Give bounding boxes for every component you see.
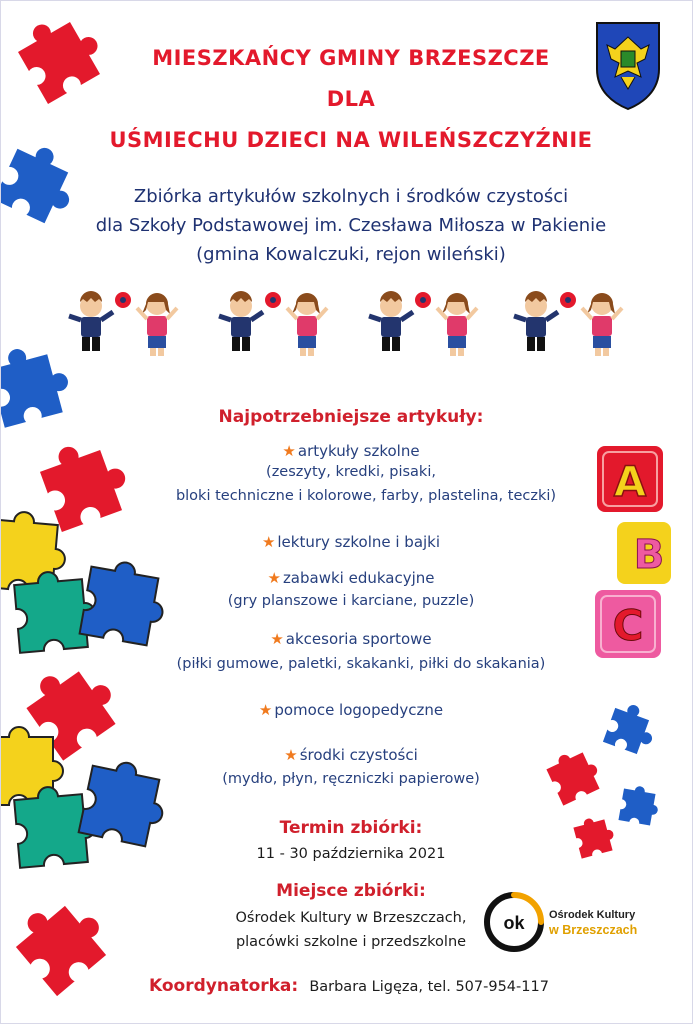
item-detail: (mydło, płyn, ręczniczki papierowe) [222, 771, 480, 787]
place-line-1: Ośrodek Kultury w Brzeszczach, [235, 910, 467, 926]
term-label: Termin zbiórki: [279, 818, 423, 838]
puzzle-piece-icon [572, 813, 617, 858]
star-icon: ★ [267, 569, 281, 587]
logo-line-1: Ośrodek Kultury [549, 909, 636, 921]
title-line-1: MIESZKAŃCY GMINY BRZESZCZE [152, 46, 550, 70]
item-detail: (piłki gumowe, paletki, skakanki, piłki do skakania) [176, 656, 546, 672]
abc-blocks-icon [593, 444, 671, 664]
puzzle-decorations [1, 1, 693, 1024]
subtitle-line-2: dla Szkoły Podstawowej im. Czesława Miłosza w Pakienie [95, 215, 607, 236]
block-letter-b: B [633, 532, 665, 578]
puzzle-piece-icon [603, 699, 661, 757]
place-label: Miejsce zbiórki: [276, 881, 426, 901]
children-playing-icon [69, 291, 177, 356]
star-icon: ★ [270, 630, 284, 648]
coordinator-row [149, 976, 549, 996]
item-speech-therapy-aids: ★ pomoce logopedyczne [258, 701, 444, 719]
logo-line-2: w Brzeszczach [549, 923, 638, 937]
item-detail: bloki techniczne i kolorowe, farby, plastelina, teczki) [175, 488, 557, 504]
puzzle-piece-icon [544, 744, 605, 805]
title-line-2: DLA [326, 87, 376, 111]
coordinator-label: Koordynatorka: [149, 976, 299, 996]
star-icon: ★ [284, 746, 298, 764]
title-line-3: UŚMIECHU DZIECI NA WILEŃSZCZYŹNIE [109, 128, 593, 152]
item-detail: (zeszyty, kredki, pisaki, [266, 464, 436, 480]
star-icon: ★ [258, 701, 273, 719]
children-illustration [61, 286, 641, 366]
star-icon: ★ [282, 442, 296, 460]
item-books: ★ lektury szkolne i bajki [261, 533, 441, 551]
needs-heading: Najpotrzebniejsze artykuły: [218, 407, 484, 427]
block-letter-c: C [612, 601, 644, 650]
subtitle-line-1: Zbiórka artykułów szkolnych i środków czystości [133, 186, 569, 207]
item-detail: (gry planszowe i karciane, puzzle) [227, 593, 475, 609]
item-sports-accessories: ★ akcesoria sportowe [270, 630, 432, 648]
block-letter-a: A [613, 457, 647, 506]
star-icon: ★ [261, 533, 276, 551]
puzzle-piece-icon [79, 756, 172, 849]
puzzle-piece-icon [618, 784, 661, 827]
coordinator-value: Barbara Ligęza, tel. 507-954-117 [309, 979, 549, 995]
subtitle-line-3: (gmina Kowalczuki, rejon wileński) [196, 244, 506, 265]
puzzle-piece-icon [35, 432, 135, 532]
logo-mark: ok [503, 913, 525, 933]
puzzle-piece-icon [7, 886, 117, 996]
item-school-supplies: ★ artykuły szkolne [282, 442, 420, 460]
item-educational-toys: ★ zabawki edukacyjne [267, 569, 435, 587]
item-cleaning-products: ★ środki czystości [284, 746, 418, 764]
place-line-2: placówki szkolne i przedszkolne [235, 934, 467, 950]
ok-logo-icon [483, 891, 545, 953]
term-value: 11 - 30 października 2021 [256, 846, 446, 862]
